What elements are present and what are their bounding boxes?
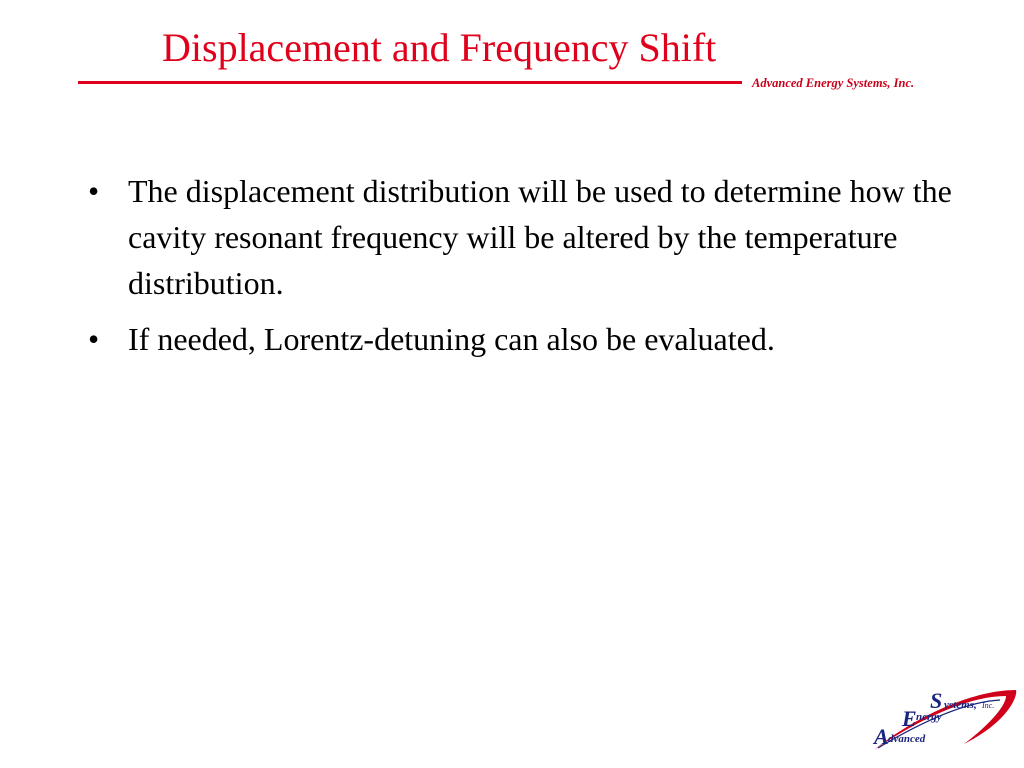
logo-s-initial: S bbox=[930, 688, 943, 713]
company-logo bbox=[868, 682, 1018, 754]
bullet-text: The displacement distribution will be used to determine how the cavity resonant frequency will be altered by the temperature distribution. bbox=[128, 173, 952, 301]
logo-a-rest: dvanced bbox=[888, 733, 926, 745]
bullet-marker: • bbox=[88, 173, 100, 209]
bullet-item bbox=[88, 168, 968, 306]
company-name: Advanced Energy Systems, Inc. bbox=[752, 76, 915, 90]
logo-s-rest: ystems, bbox=[944, 699, 977, 711]
bullet-text: If needed, Lorentz-detuning can also be evaluated. bbox=[128, 321, 775, 357]
slide-title: Displacement and Frequency Shift bbox=[162, 25, 717, 70]
logo-inc: Inc. bbox=[982, 701, 995, 710]
title-rule bbox=[78, 81, 742, 84]
logo-e-rest: nergy bbox=[916, 711, 942, 723]
bullet-item bbox=[88, 316, 968, 362]
bullet-list bbox=[88, 168, 968, 372]
bullet-marker: • bbox=[88, 321, 100, 357]
logo-a-initial: A bbox=[874, 724, 889, 749]
logo-e-initial: E bbox=[902, 706, 917, 731]
